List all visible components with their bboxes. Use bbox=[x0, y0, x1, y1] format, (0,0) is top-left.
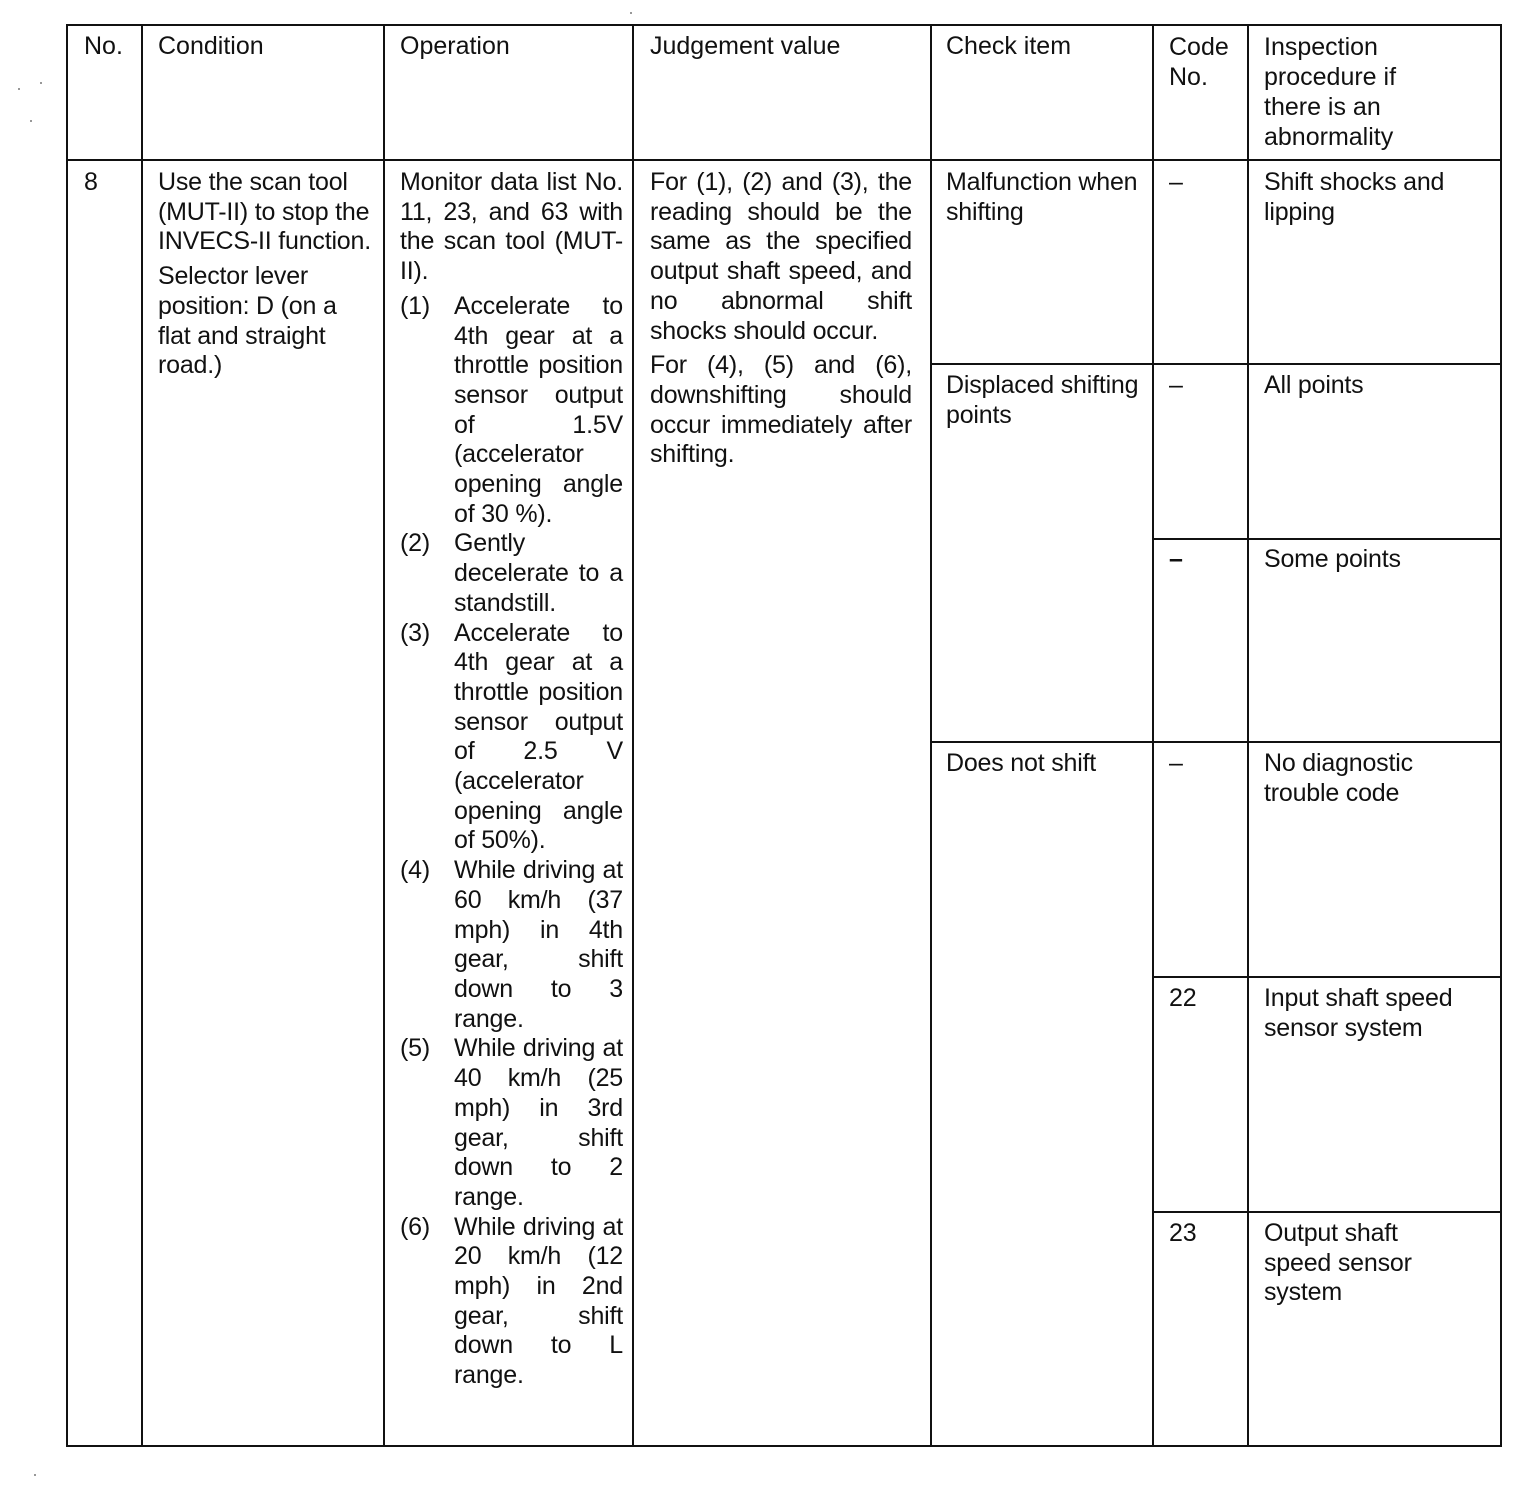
header-divider bbox=[68, 159, 1500, 161]
code-number: – bbox=[1169, 371, 1183, 399]
header-condition: Condition bbox=[158, 32, 264, 60]
inspection-procedure: All points bbox=[1264, 371, 1364, 399]
header-code-no: Code No. bbox=[1169, 33, 1229, 91]
operation-step bbox=[400, 1213, 623, 1391]
scan-speck bbox=[630, 12, 632, 14]
step-text: While driving at 20 km/h (12 mph) in 2nd gear, shift down to L range. bbox=[454, 1212, 623, 1390]
col-divider bbox=[1152, 26, 1154, 1447]
row-divider bbox=[930, 741, 1500, 743]
condition-text: Use the scan tool (MUT-II) to stop the INVECS-II function. bbox=[158, 168, 371, 256]
scan-speck bbox=[40, 82, 42, 84]
col-divider bbox=[383, 26, 385, 1447]
inspection-table bbox=[66, 24, 1502, 1447]
row-divider bbox=[930, 363, 1500, 365]
col-divider bbox=[930, 26, 932, 1447]
step-text: Gently decelerate to a standstill. bbox=[454, 529, 623, 617]
inspection-procedure: Shift shocks and lipping bbox=[1264, 168, 1445, 226]
header-no: No. bbox=[84, 32, 123, 60]
check-item: Displaced shifting points bbox=[946, 371, 1139, 429]
header-judgement: Judgement value bbox=[650, 32, 841, 60]
header-inspection: Inspection procedure if there is an abnormality bbox=[1264, 33, 1397, 151]
inspection-procedure: Input shaft speed sensor system bbox=[1264, 984, 1453, 1042]
step-number: (3) bbox=[400, 618, 430, 647]
operation-intro: Monitor data list No. 11, 23, and 63 with the scan tool (MUT-II). bbox=[400, 168, 623, 286]
step-number: (6) bbox=[400, 1212, 430, 1241]
operation-cell bbox=[400, 168, 623, 1391]
operation-step bbox=[400, 1034, 623, 1212]
step-text: While driving at 40 km/h (25 mph) in 3rd gear, shift down to 2 range. bbox=[454, 1034, 623, 1211]
scan-speck bbox=[34, 1474, 36, 1476]
condition-text: Selector lever position: D (on a flat and straight road.) bbox=[158, 262, 337, 380]
step-number: (4) bbox=[400, 856, 430, 885]
step-text: Accelerate to 4th gear at a throttle position sensor output of 1.5V (accelerator opening angle of 30 %). bbox=[454, 291, 623, 528]
code-number: 23 bbox=[1169, 1219, 1197, 1247]
judgement-text: For (1), (2) and (3), the reading should be the same as the specified output shaft speed, and no abnormal shift shocks should occur. bbox=[650, 168, 912, 345]
code-number: – bbox=[1169, 545, 1183, 573]
operation-step bbox=[400, 292, 623, 530]
check-item: Does not shift bbox=[946, 749, 1097, 777]
inspection-procedure: Some points bbox=[1264, 545, 1401, 573]
header-check-item: Check item bbox=[946, 32, 1072, 60]
code-number: – bbox=[1169, 749, 1183, 777]
judgement-text: For (4), (5) and (6), downshifting should occur immediately after shifting. bbox=[650, 351, 912, 469]
row-number: 8 bbox=[84, 168, 98, 196]
scan-speck bbox=[30, 120, 32, 122]
col-divider bbox=[632, 26, 634, 1447]
col-divider bbox=[141, 26, 143, 1447]
judgement-cell bbox=[650, 168, 912, 470]
row-divider bbox=[1152, 1211, 1500, 1213]
check-item: Malfunction when shifting bbox=[946, 168, 1138, 226]
step-number: (2) bbox=[400, 529, 430, 558]
col-divider bbox=[1247, 26, 1249, 1447]
operation-step bbox=[400, 529, 623, 618]
step-number: (5) bbox=[400, 1034, 430, 1063]
operation-step bbox=[400, 856, 623, 1034]
code-number: 22 bbox=[1169, 984, 1197, 1012]
code-number: – bbox=[1169, 168, 1183, 196]
row-divider bbox=[1152, 538, 1500, 540]
scan-speck bbox=[18, 88, 20, 90]
step-text: While driving at 60 km/h (37 mph) in 4th gear, shift down to 3 range. bbox=[454, 856, 623, 1033]
row-divider bbox=[1152, 976, 1500, 978]
step-number: (1) bbox=[400, 291, 430, 320]
inspection-procedure: Output shaft speed sensor system bbox=[1264, 1219, 1412, 1307]
condition-cell bbox=[158, 168, 374, 381]
step-text: Accelerate to 4th gear at a throttle position sensor output of 2.5 V (accelerator opening angle of 50%). bbox=[454, 618, 623, 855]
header-operation: Operation bbox=[400, 32, 510, 60]
inspection-procedure: No diagnostic trouble code bbox=[1264, 749, 1413, 807]
operation-step bbox=[400, 619, 623, 857]
